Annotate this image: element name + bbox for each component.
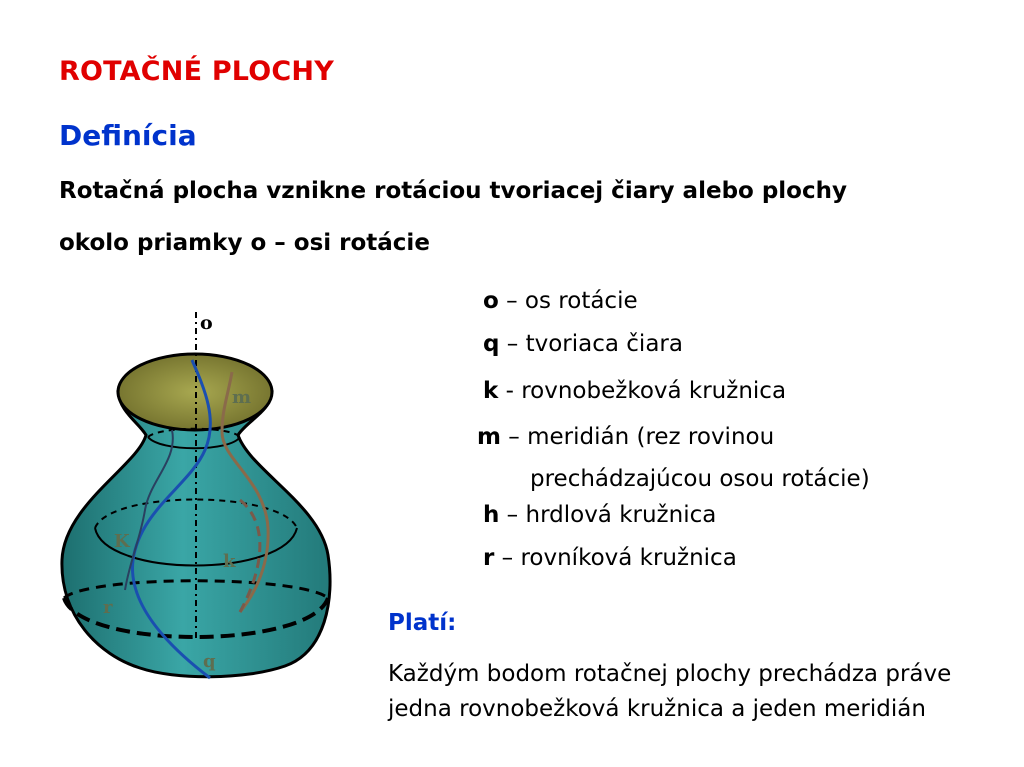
legend-item-q: q – tvoriaca čiara (483, 331, 683, 357)
legend-item-h: h – hrdlová kružnica (483, 502, 717, 528)
section-heading: Definícia (59, 119, 197, 152)
label-q: q (203, 651, 216, 672)
page-title: ROTAČNÉ PLOCHY (59, 56, 334, 87)
label-r: r (103, 597, 113, 618)
plati-line-2: jedna rovnobežková kružnica a jeden meridián (388, 696, 926, 722)
legend-item-m: m – meridián (rez rovinou (477, 424, 775, 450)
rotational-surface-diagram (0, 0, 400, 700)
plati-line-1: Každým bodom rotačnej plochy prechádza práve (388, 661, 952, 687)
label-K: K (114, 531, 130, 552)
definition-line-1: Rotačná plocha vznikne rotáciou tvoriacej čiary alebo plochy (59, 178, 847, 204)
legend-item-m-continued: prechádzajúcou osou rotácie) (530, 466, 870, 492)
label-k: k (223, 551, 236, 572)
label-m: m (232, 387, 252, 408)
label-o: o (200, 312, 213, 334)
legend-item-o: o – os rotácie (483, 288, 638, 314)
plati-heading: Platí: (388, 610, 457, 636)
definition-line-2: okolo priamky o – osi rotácie (59, 230, 430, 256)
legend-item-k: k - rovnobežková kružnica (483, 378, 787, 404)
legend-item-r: r – rovníková kružnica (483, 545, 737, 571)
